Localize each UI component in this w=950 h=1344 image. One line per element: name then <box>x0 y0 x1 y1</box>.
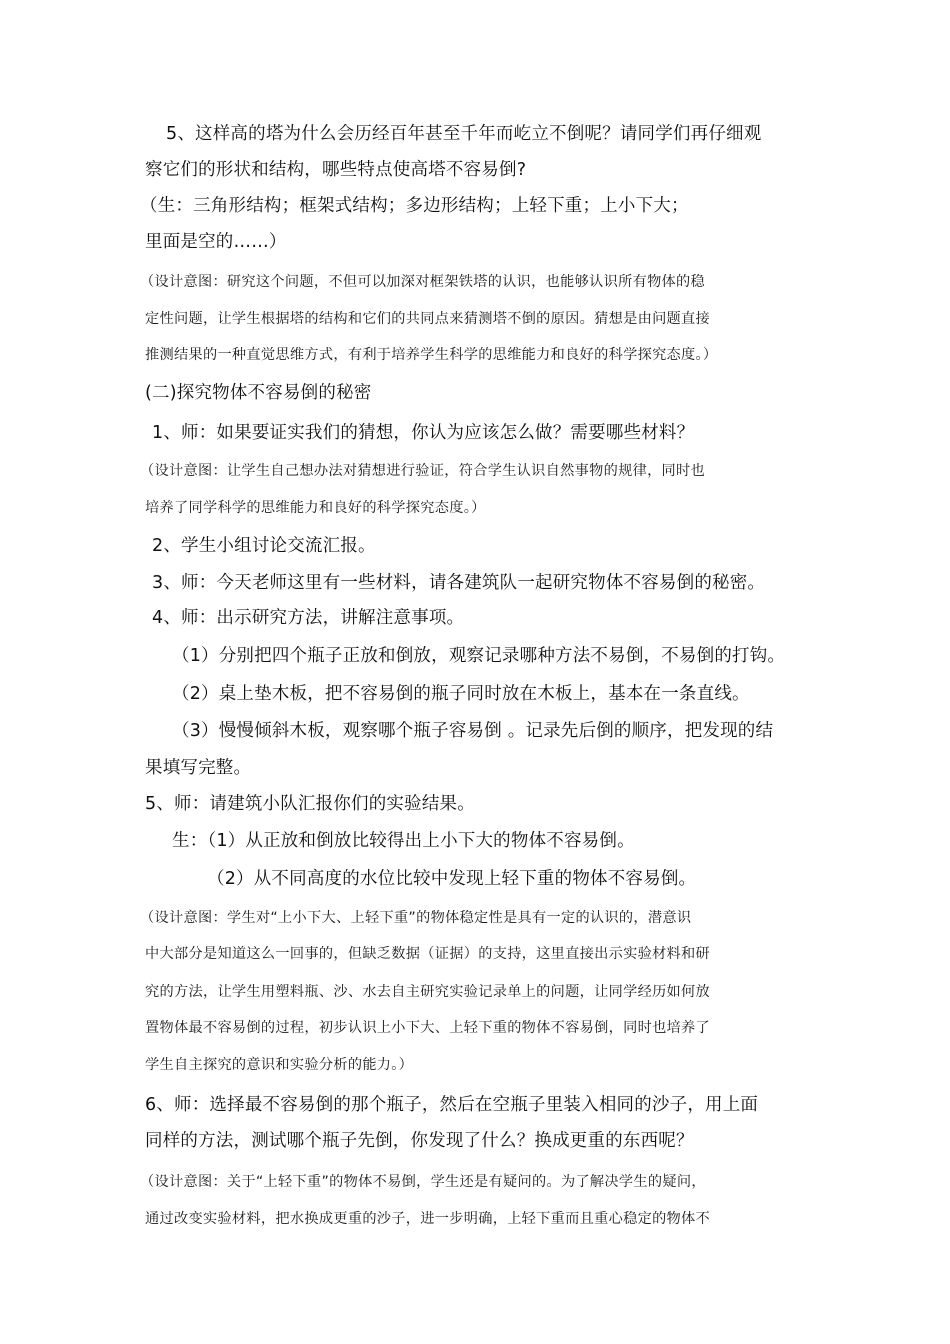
paragraph-line: 生：（1）从正放和倒放比较得出上小下大的物体不容易倒。 <box>172 831 635 851</box>
paragraph-line: 3、师：今天老师这里有一些材料，请各建筑队一起研究物体不容易倒的秘密。 <box>152 573 766 593</box>
design-note-line: （设计意图：让学生自己想办法对猜想进行验证，符合学生认识自然事物的规律，同时也 <box>140 463 706 479</box>
paragraph-line: 里面是空的……） <box>145 232 287 252</box>
design-note-line: 培养了同学科学的思维能力和良好的科学探究态度。） <box>145 500 486 516</box>
paragraph-line: 4、师：出示研究方法，讲解注意事项。 <box>152 608 465 628</box>
paragraph-line: 察它们的形状和结构，哪些特点使高塔不容易倒? <box>145 160 527 180</box>
list-item: （3）慢慢倾斜木板，观察哪个瓶子容易倒 。记录先后倒的顺序，把发现的结 <box>172 721 774 741</box>
list-item: 果填写完整。 <box>145 758 252 778</box>
design-note-line: 置物体最不容易倒的过程，初步认识上小下大、上轻下重的物体不容易倒，同时也培养了 <box>145 1020 711 1036</box>
paragraph-line: （生：三角形结构；框架式结构；多边形结构；上轻下重；上小下大； <box>140 196 689 216</box>
list-item: （2）桌上垫木板，把不容易倒的瓶子同时放在木板上，基本在一条直线。 <box>172 684 750 704</box>
paragraph-line: （2）从不同高度的水位比较中发现上轻下重的物体不容易倒。 <box>207 869 697 889</box>
design-note-line: 通过改变实验材料，把水换成更重的沙子，进一步明确，上轻下重而且重心稳定的物体不 <box>145 1211 711 1227</box>
list-item: （1）分别把四个瓶子正放和倒放，观察记录哪种方法不易倒，不易倒的打钩。 <box>172 646 786 666</box>
design-note-line: 推测结果的一种直觉思维方式，有利于培养学生科学的思维能力和良好的科学探究态度。） <box>145 347 718 363</box>
paragraph-line: 5、师：请建筑小队汇报你们的实验结果。 <box>145 794 475 814</box>
paragraph-line: 2、学生小组讨论交流汇报。 <box>152 536 376 556</box>
design-note-line: （设计意图：研究这个问题，不但可以加深对框架铁塔的认识，也能够认识所有物体的稳 <box>140 274 706 290</box>
design-note-line: 学生自主探究的意识和实验分析的能力。） <box>145 1057 414 1073</box>
design-note-line: （设计意图：学生对“上小下大、上轻下重”的物体稳定性是具有一定的认识的，潜意识 <box>140 910 692 926</box>
section-heading: (二)探究物体不容易倒的秘密 <box>145 383 372 403</box>
paragraph-line: 5、这样高的塔为什么会历经百年甚至千年而屹立不倒呢？请同学们再仔细观 <box>166 124 762 144</box>
design-note-line: 中大部分是知道这么一回事的，但缺乏数据（证据）的支持，这里直接出示实验材料和研 <box>145 946 711 962</box>
paragraph-line: 1、师：如果要证实我们的猜想，你认为应该怎么做？需要哪些材料？ <box>152 423 695 443</box>
paragraph-line: 6、师：选择最不容易倒的那个瓶子，然后在空瓶子里装入相同的沙子，用上面 <box>145 1095 759 1115</box>
design-note-line: 究的方法，让学生用塑料瓶、沙、水去自主研究实验记录单上的问题，让同学经历如何放 <box>145 984 711 1000</box>
paragraph-line: 同样的方法，测试哪个瓶子先倒，你发现了什么？换成更重的东西呢？ <box>145 1131 694 1151</box>
design-note-line: 定性问题，让学生根据塔的结构和它们的共同点来猜测塔不倒的原因。猜想是由问题直接 <box>145 311 711 327</box>
design-note-line: （设计意图：关于“上轻下重”的物体不易倒，学生还是有疑问的。为了解决学生的疑问， <box>140 1174 706 1190</box>
